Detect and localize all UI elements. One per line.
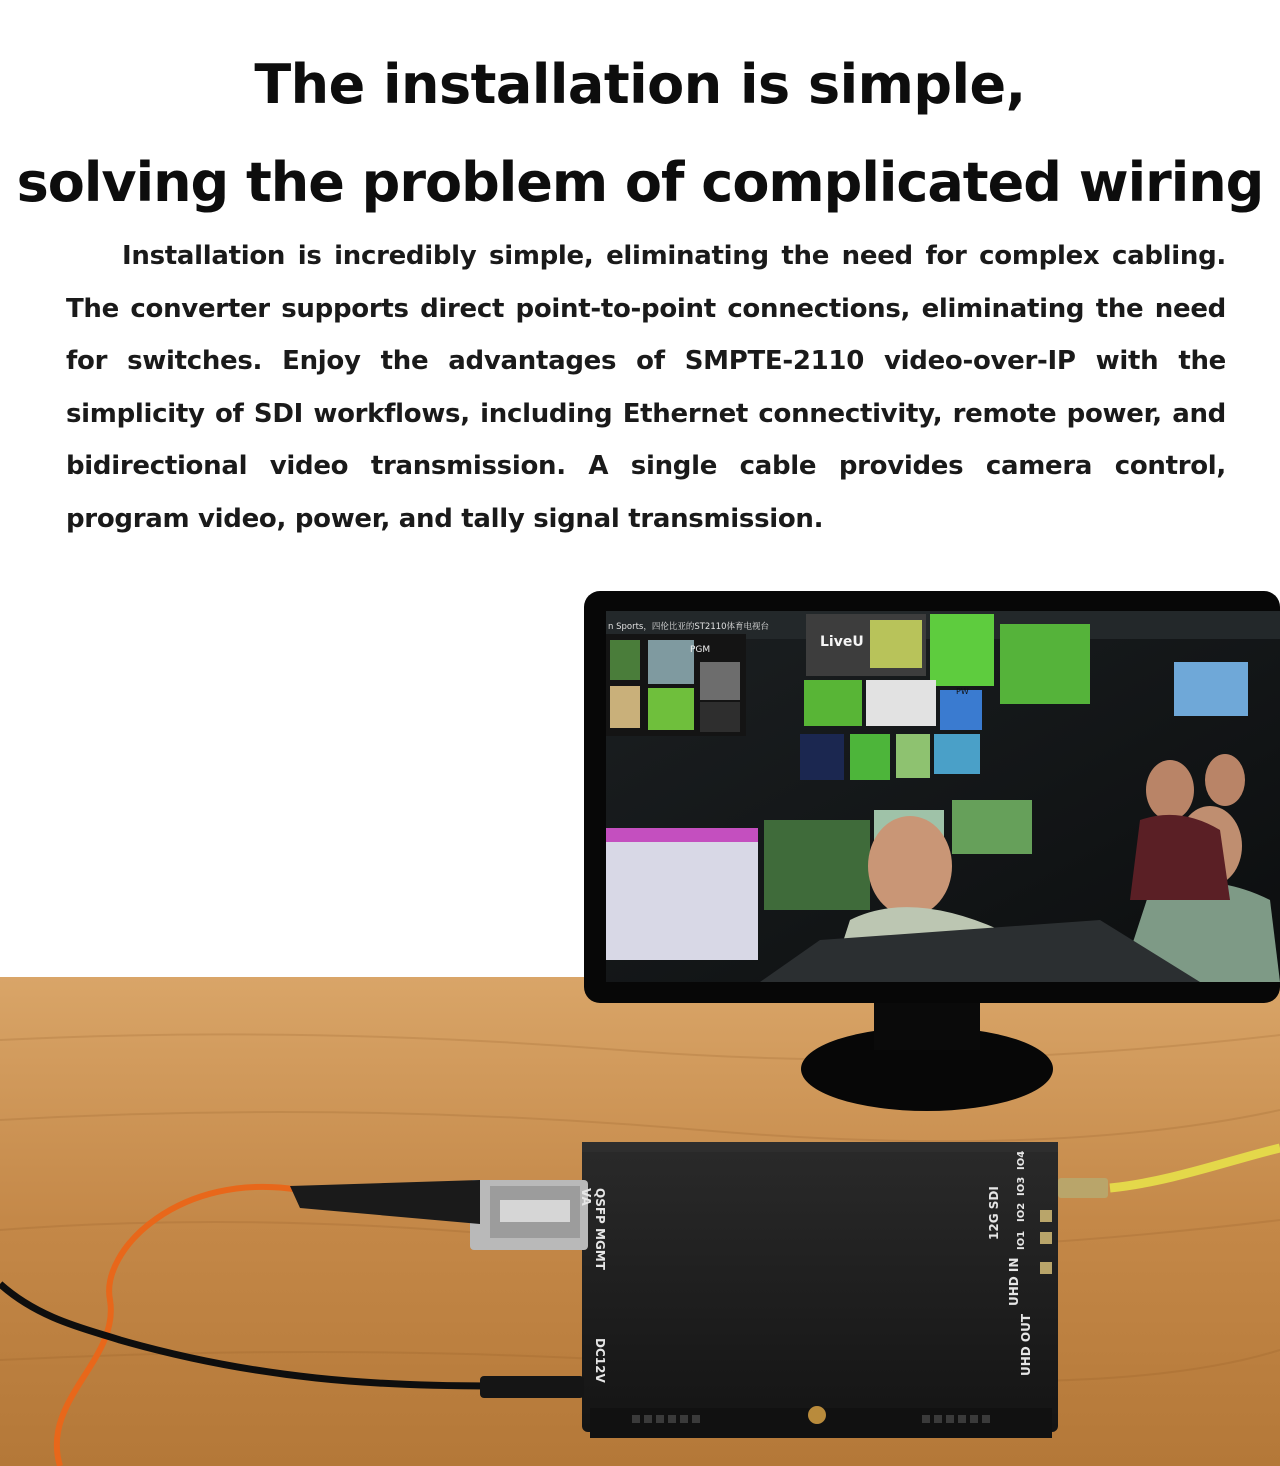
label-dc12v: DC12V bbox=[593, 1338, 607, 1383]
screen-tile bbox=[930, 614, 994, 686]
screen-tile bbox=[952, 800, 1032, 854]
screen-tile bbox=[896, 734, 930, 778]
screen-tile bbox=[648, 640, 694, 684]
screen-tile bbox=[764, 820, 870, 910]
label-io1: IO1 bbox=[1016, 1230, 1027, 1250]
screen-tile bbox=[606, 828, 758, 960]
screen-caption: n Sports，四伦比亚的ST2110体育电视台 bbox=[608, 622, 770, 632]
screen-tile bbox=[866, 680, 936, 726]
label-12g-sdi: 12G SDI bbox=[987, 1186, 1001, 1240]
screen-label-liveu: LiveU bbox=[820, 634, 864, 650]
screen-tile bbox=[610, 640, 640, 680]
monitor-screen bbox=[606, 611, 1280, 982]
screen-label-pgm: PGM bbox=[690, 645, 711, 655]
product-photo bbox=[0, 560, 1280, 1466]
label-qsfp: QSFP bbox=[593, 1188, 607, 1224]
screen-tile bbox=[700, 662, 740, 700]
screen-tile bbox=[648, 688, 694, 730]
screen-tile bbox=[610, 686, 640, 728]
label-uhd-in: UHD IN bbox=[1007, 1257, 1021, 1306]
label-io2: IO2 bbox=[1016, 1202, 1027, 1222]
label-uhd-out: UHD OUT bbox=[1019, 1313, 1033, 1376]
screen-tile bbox=[804, 680, 862, 726]
headline-line-1: The installation is simple, bbox=[254, 53, 1026, 116]
screen-tile bbox=[700, 702, 740, 732]
label-mgmt: MGMT bbox=[593, 1228, 607, 1270]
screen-tile bbox=[870, 620, 922, 668]
screen-tile bbox=[850, 734, 890, 780]
label-io3: IO3 bbox=[1016, 1176, 1027, 1196]
headline-line-2: solving the problem of complicated wiring bbox=[16, 151, 1264, 214]
screen-label-pw: PW bbox=[956, 687, 969, 696]
label-va: VA bbox=[579, 1188, 593, 1206]
screen-tile bbox=[940, 690, 982, 730]
screen-tile bbox=[1174, 662, 1248, 716]
screen-tile bbox=[934, 734, 980, 774]
power-plug bbox=[480, 1376, 584, 1398]
label-io4: IO4 bbox=[1016, 1150, 1027, 1170]
tripod-mount bbox=[808, 1406, 826, 1424]
screen-tile bbox=[1000, 624, 1090, 704]
screen-tile bbox=[800, 734, 844, 780]
description-paragraph: Installation is incredibly simple, eliminating the need for complex cabling. The converter supports direct point-to-point connections, eliminating the need for switches. Enjoy the advantages of SMPTE-2110 video-over-IP with the simplicity of SDI workflows, including Ethernet connectivity, remote power, and bidirectional video transmission. A single cable provides camera control, program video, power, and tally signal transmission. bbox=[66, 241, 1226, 534]
